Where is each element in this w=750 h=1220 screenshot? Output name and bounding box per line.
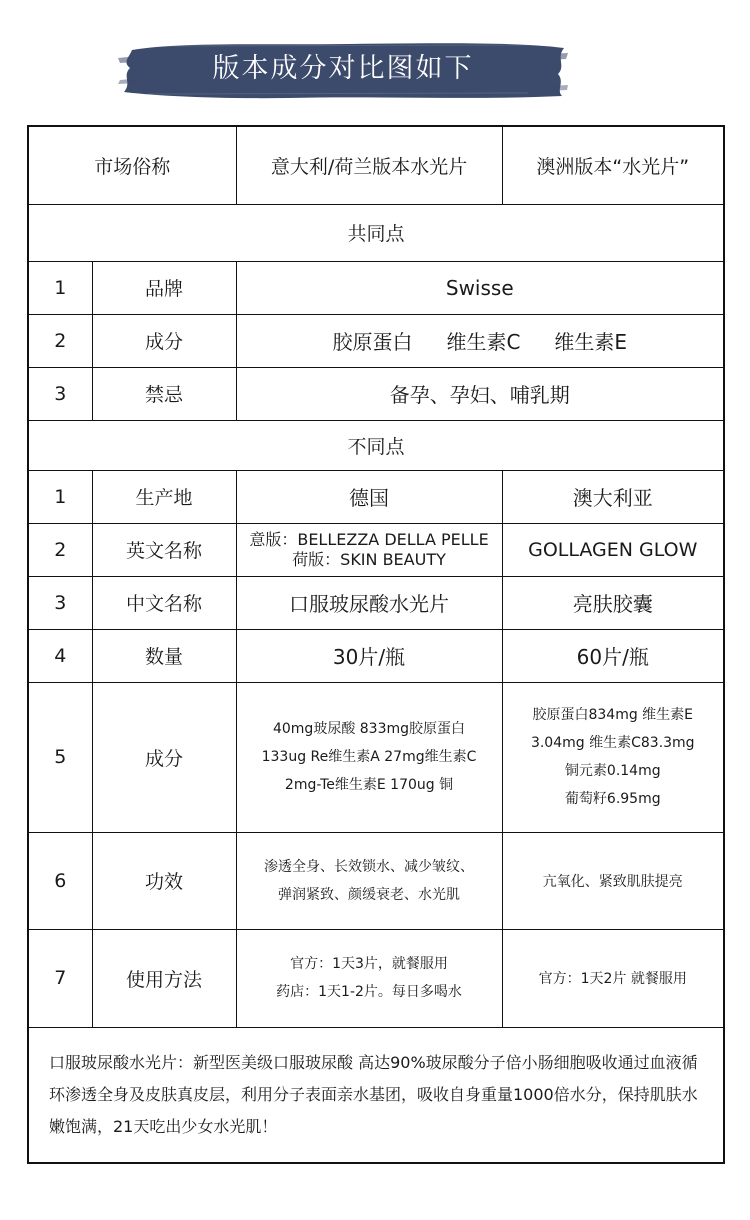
- row-label: 英文名称: [92, 523, 236, 576]
- ingredient-line: 2mg-Te维生素E 170ug 铜: [284, 777, 454, 793]
- origin-aus: 澳大利亚: [502, 470, 724, 523]
- chinese-name-italy: 口服玻尿酸水光片: [236, 576, 502, 629]
- comparison-table: [27, 125, 725, 1164]
- row-number: 2: [28, 523, 92, 576]
- efficacy-line: 渗透全身、长效锁水、减少皱纹、: [264, 858, 475, 875]
- row-label: 中文名称: [92, 576, 236, 629]
- header-version-aus: 澳洲版本“水光片”: [502, 126, 724, 204]
- row-number: 7: [28, 929, 92, 1027]
- english-name-italy: [236, 523, 502, 576]
- row-label: 功效: [92, 832, 236, 929]
- table-row: [28, 470, 724, 523]
- row-label: 成分: [92, 314, 236, 367]
- footer-row: [28, 1027, 724, 1163]
- chinese-name-aus: 亮肤胶囊: [502, 576, 724, 629]
- header-row: [28, 126, 724, 204]
- row-label: 品牌: [92, 261, 236, 314]
- table-row: [28, 576, 724, 629]
- table-row: [28, 261, 724, 314]
- row-number: 3: [28, 367, 92, 420]
- header-version-italy: 意大利/荷兰版本水光片: [236, 126, 502, 204]
- row-label: 禁忌: [92, 367, 236, 420]
- row-label: 成分: [92, 682, 236, 832]
- table-row: [28, 367, 724, 420]
- english-name-netherlands-line: 荷版：SKIN BEAUTY: [292, 549, 446, 569]
- row-number: 1: [28, 470, 92, 523]
- usage-italy: [236, 929, 502, 1027]
- row-number: 1: [28, 261, 92, 314]
- common-ingredients: [236, 314, 724, 367]
- table-row: [28, 832, 724, 929]
- table-row: [28, 523, 724, 576]
- english-name-italy-line: 意版：BELLEZZA DELLA PELLE: [249, 530, 489, 550]
- table-row: [28, 682, 724, 832]
- row-number: 5: [28, 682, 92, 832]
- efficacy-line: 弹润紧致、颜缓衰老、水光肌: [278, 886, 461, 903]
- origin-italy: 德国: [236, 470, 502, 523]
- table-row: [28, 314, 724, 367]
- row-number: 4: [28, 629, 92, 682]
- usage-line: 药店：1天1-2片。每日多喝水: [276, 984, 462, 1000]
- ingredients-aus: [502, 682, 724, 832]
- ingredient-item: 维生素C: [446, 330, 521, 354]
- ingredient-item: 胶原蛋白: [332, 330, 413, 354]
- title-banner: [118, 36, 568, 102]
- diff-section-title: 不同点: [28, 420, 724, 470]
- contraindication-value: 备孕、孕妇、哺乳期: [236, 367, 724, 420]
- efficacy-aus: 亢氧化、紧致肌肤提亮: [502, 832, 724, 929]
- common-section-title: 共同点: [28, 204, 724, 261]
- section-row: [28, 420, 724, 470]
- section-row: [28, 204, 724, 261]
- ingredient-item: 维生素E: [554, 330, 628, 354]
- row-number: 6: [28, 832, 92, 929]
- efficacy-italy: [236, 832, 502, 929]
- footer-note: 口服玻尿酸水光片：新型医美级口服玻尿酸 高达90%玻尿酸分子倍小肠细胞吸收通过血液循环渗透全身及皮肤真皮层，利用分子表面亲水基团，吸收自身重量1000倍水分，保持肌肤水嫩饱满，21天吃出少女水光肌！: [28, 1027, 724, 1163]
- table-row: [28, 929, 724, 1027]
- brand-value: Swisse: [236, 261, 724, 314]
- page-title: 版本成分对比图如下: [212, 53, 474, 84]
- ingredient-line: 胶原蛋白834mg 维生素E: [532, 707, 694, 723]
- english-name-aus: GOLLAGEN GLOW: [502, 523, 724, 576]
- ingredient-line: 3.04mg 维生素C83.3mg: [530, 735, 695, 751]
- row-label: 生产地: [92, 470, 236, 523]
- ingredient-line: 葡萄籽6.95mg: [564, 791, 661, 807]
- row-number: 3: [28, 576, 92, 629]
- row-number: 2: [28, 314, 92, 367]
- table-row: [28, 629, 724, 682]
- quantity-aus: 60片/瓶: [502, 629, 724, 682]
- row-label: 使用方法: [92, 929, 236, 1027]
- header-market-name: 市场俗称: [28, 126, 236, 204]
- quantity-italy: 30片/瓶: [236, 629, 502, 682]
- ingredient-line: 铜元素0.14mg: [564, 763, 661, 779]
- ingredient-line: 133ug Re维生素A 27mg维生素C: [261, 749, 477, 765]
- usage-aus: 官方：1天2片 就餐服用: [502, 929, 724, 1027]
- row-label: 数量: [92, 629, 236, 682]
- ingredient-line: 40mg玻尿酸 833mg胶原蛋白: [272, 721, 466, 737]
- ingredients-italy: [236, 682, 502, 832]
- usage-line: 官方：1天3片，就餐服用: [290, 956, 448, 972]
